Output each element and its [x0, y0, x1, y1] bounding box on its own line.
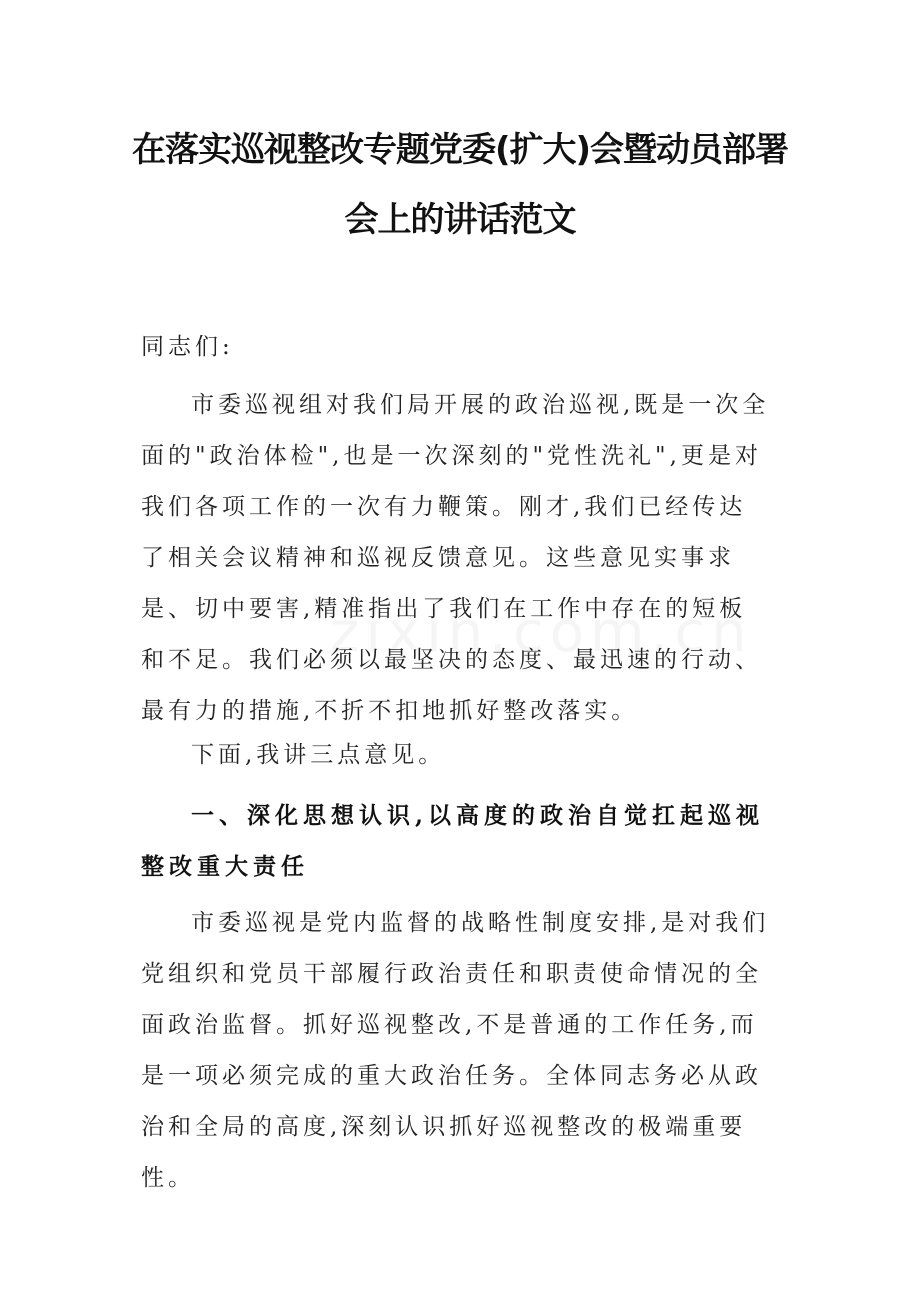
salutation: 同志们: — [141, 334, 234, 360]
document-title-line2: 会上的讲话范文 — [344, 200, 576, 240]
section-heading-1: 一、深化思想认识,以高度的政治自觉扛起巡视整改重大责任 — [141, 802, 765, 880]
paragraph-intro: 市委巡视组对我们局开展的政治巡视,既是一次全面的"政治体检",也是一次深刻的"党性洗礼",更是对我们各项工作的一次有力鞭策。刚才,我们已经传达了相关会议精神和巡视反馈意见。这些意见实事求是、切中要害,精准指出了我们在工作中存在的短板和不足。我们必须以最坚决的态度、最迅速的行动、最有力的措施,不折不扣地抓好整改落实。 — [141, 392, 770, 724]
watermark — [330, 600, 753, 665]
document-title-line1: 在落实巡视整改专题党委(扩大)会暨动员部署 — [131, 130, 789, 170]
paragraph-section1: 市委巡视是党内监督的战略性制度安排,是对我们党组织和党员干部履行政治责任和职责使命情况的全面政治监督。抓好巡视整改,不是普通的工作任务,而是一项必须完成的重大政治任务。全体同志务必从政治和全局的高度,深刻认识抓好巡视整改的极端重要性。 — [141, 910, 770, 1191]
paragraph-outline: 下面,我讲三点意见。 — [191, 742, 446, 768]
